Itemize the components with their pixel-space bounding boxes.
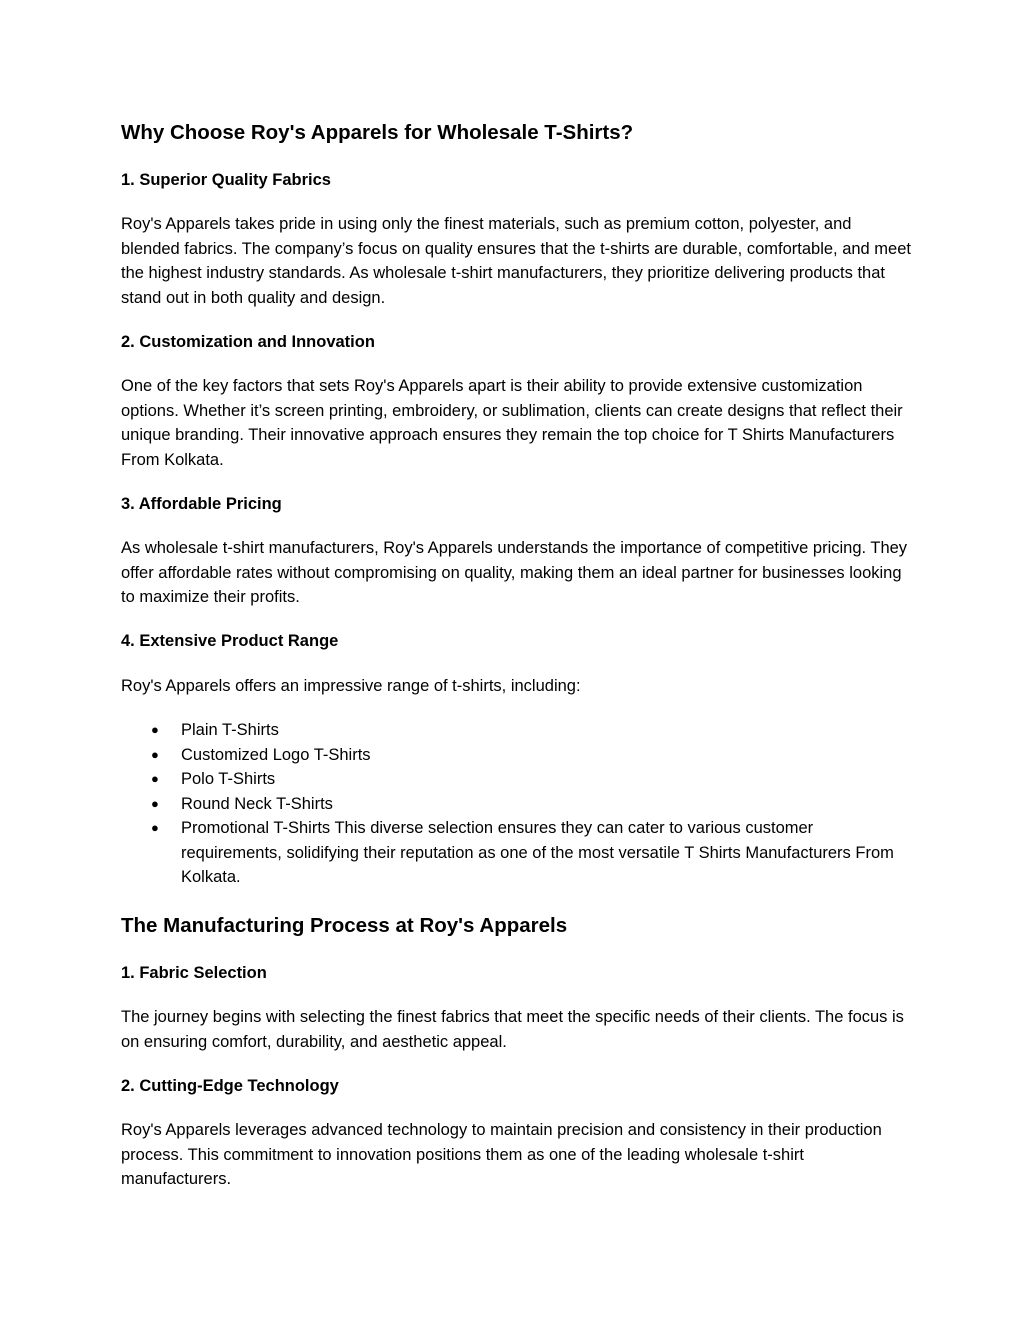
product-range-list [121,718,911,890]
bullet-icon: ● [151,820,159,835]
bullet-icon: ● [151,722,159,737]
subheading-product-range: 4. Extensive Product Range [121,632,339,650]
list-item-text: Customized Logo T-Shirts [181,745,371,764]
section-title-why-choose: Why Choose Roy's Apparels for Wholesale T-Shirts? [121,121,634,144]
subheading-pricing: 3. Affordable Pricing [121,495,282,513]
list-item-text: Promotional T-Shirts This diverse selection ensures they can cater to various customer requirements, solidifying their reputation as one of the most versatile T Shirts Manufacturers From Kolkata. [181,819,894,886]
paragraph-fabric-selection: The journey begins with selecting the finest fabrics that meet the specific needs of their clients. The focus is on ensuring comfort, durability, and aesthetic appeal. [121,1008,904,1051]
list-item-text: Polo T-Shirts [181,770,276,788]
list-item [121,792,911,817]
paragraph-pricing: As wholesale t-shirt manufacturers, Roy's Apparels understands the importance of competitive pricing. They offer affordable rates without compromising on quality, making them an ideal partner for businesses looking to maximize their profits. [121,539,908,606]
subheading-superior-quality: 1. Superior Quality Fabrics [121,171,331,189]
list-item [121,767,911,792]
list-item-text: Round Neck T-Shirts [181,794,333,813]
bullet-icon: ● [151,795,159,811]
paragraph-technology: Roy's Apparels leverages advanced technology to maintain precision and consistency in their production process. This commitment to innovation positions them as one of the leading wholesale t-shirt manufacturers. [121,1121,882,1188]
bullet-icon: ● [151,746,159,762]
list-item-text: Plain T-Shirts [181,721,279,739]
subheading-fabric-selection: 1. Fabric Selection [121,964,267,982]
bullet-icon: ● [151,771,159,786]
paragraph-superior-quality: Roy's Apparels takes pride in using only the finest materials, such as premium cotton, polyester, and blended fabrics. The company’s focus on quality ensures that the t-shirts are durable, comfortable, and meet the highest industry standards. As wholesale t-shirt manufacturers, they prioritize delivering products that stand out in both quality and design. [121,215,911,307]
paragraph-customization: One of the key factors that sets Roy's Apparels apart is their ability to provide extensive customization options. Whether it’s screen printing, embroidery, or sublimation, clients can create designs that reflect their unique branding. Their innovative approach ensures they remain the top choice for T Shirts Manufacturers From Kolkata. [121,377,903,469]
list-item [121,718,911,743]
list-item [121,743,911,768]
subheading-technology: 2. Cutting-Edge Technology [121,1077,339,1095]
list-item [121,816,911,890]
section-title-manufacturing-process: The Manufacturing Process at Roy's Apparels [121,914,568,937]
paragraph-product-range: Roy's Apparels offers an impressive range of t-shirts, including: [121,677,581,695]
subheading-customization: 2. Customization and Innovation [121,333,375,351]
